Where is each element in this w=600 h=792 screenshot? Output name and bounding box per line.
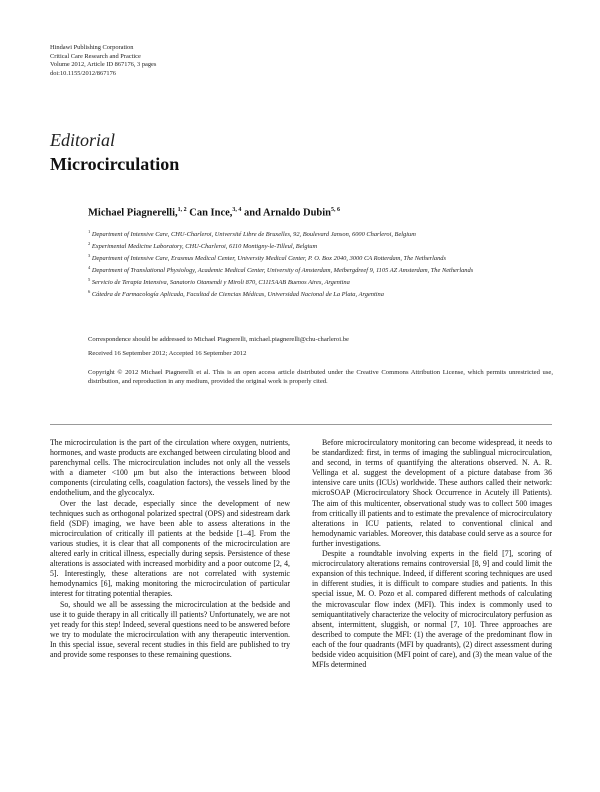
affiliation-number: 3: [88, 253, 91, 259]
affiliation-text: Servicio de Terapia Intensiva, Sanatorio Otamendi y Miroli 870, C1115AAB Buenos Aires, Argentina: [91, 279, 350, 287]
article-type-label: Editorial: [50, 130, 116, 150]
correspondence-note: Correspondence should be addressed to Michael Piagnerelli, michael.piagnerelli@chu-charleroi.be: [88, 336, 349, 343]
affiliation-list: [88, 228, 558, 300]
affiliation-number: 4: [88, 265, 91, 271]
body-column-left: [50, 438, 290, 660]
body-paragraph: Despite a roundtable involving experts in the field [7], scoring of microcirculatory alterations remains controversial [8, 9] and could limit the expansion of this technique. Indeed, if different scoring techniques are used in different studies, it is difficult to compare studies and patients. In this special issue, M. O. Pozo et al. compared different methods of calculating the microvascular flow index (MFI). This index is commonly used to semiquantitatively characterize the velocity of microcirculatory perfusion as absent, intermittent, sluggish, or normal [7, 10]. Three approaches are described to compute the MFI: (1) the average of the predominant flow in each of the four quadrants (MFI by quadrants), (2) direct assessment during bedside video acquisition (MFI point of care), and (3) the mean value of the MFIs determined: [312, 549, 552, 670]
author-name[interactable]: and Arnaldo Dubin: [241, 207, 332, 219]
author-name[interactable]: Can Ince,: [186, 207, 233, 219]
body-paragraph: Over the last decade, especially since the development of new techniques such as orthogonal polarized spectral (OPS) and sidestream dark field (SDF) imaging, we have been able to assess alterations in the microcirculation of critically ill patients at the bedside [1–4]. From the various studies, it is clear that all components of the microcirculation are altered early in critical illness, especially during sepsis. Persistence of these alterations is associated with increased morbidity and a poor outcome [2, 4, 5]. Interestingly, these alterations are not correlated with systemic hemodynamics [6], making monitoring the microcirculation of particular interest for titrating potential therapies.: [50, 498, 290, 599]
affiliation-item: [88, 288, 558, 300]
affiliation-number: 5: [88, 277, 91, 283]
affiliation-text: Department of Translational Physiology, Academic Medical Center, University of Amsterdam, Meibergdreef 9, 1105 AZ Amsterdam, The Netherlands: [91, 267, 474, 275]
author-affiliation-marker: 3, 4: [232, 207, 242, 213]
affiliation-number: 2: [88, 241, 91, 247]
volume-info: Volume 2012, Article ID 867176, 3 pages: [50, 61, 157, 69]
body-paragraph: So, should we all be assessing the microcirculation at the bedside and use it to guide therapy in all critically ill patients? Unfortunately, we are not yet ready for this step! Indeed, several questions need to be answered before we try to modulate the microcirculation with any therapeutic intervention. In this special issue, several recent studies in this field are published to try and provide some responses to these remaining questions.: [50, 599, 290, 659]
affiliation-number: 1: [88, 229, 91, 234]
affiliation-item: [88, 264, 558, 276]
section-divider: [50, 424, 552, 425]
affiliation-text: Cátedra de Farmacología Aplicada, Facultad de Ciencias Médicas, Universidad Nacional de La Plata, Argentina: [91, 291, 384, 299]
author-affiliation-marker: 1, 2: [177, 207, 187, 213]
journal-header: [50, 44, 156, 78]
author-affiliation-marker: 5, 6: [331, 207, 341, 213]
affiliation-text: Experimental Medicine Laboratory, CHU-Charleroi, 6110 Montigny-le-Tilleul, Belgium: [91, 243, 318, 251]
affiliation-item: [88, 276, 558, 288]
affiliation-number: 6: [88, 289, 91, 295]
affiliation-text: Department of Intensive Care, Erasmus Medical Center, University Medical Center, P. O. Box 2040, 3000 CA Rotterdam, The Netherlands: [91, 255, 446, 263]
affiliation-item: [88, 240, 558, 252]
body-column-right: [312, 438, 552, 670]
author-name[interactable]: Michael Piagnerelli,: [88, 207, 178, 219]
affiliation-item: [88, 228, 558, 240]
author-list: [88, 207, 340, 219]
doi[interactable]: doi:10.1155/2012/867176: [50, 69, 116, 77]
article-title: Microcirculation: [50, 154, 180, 174]
body-paragraph: Before microcirculatory monitoring can become widespread, it needs to be standardized: first, in terms of imaging the sublingual microcirculation, and second, in terms of quantifying the alterations observed. N. A. R. Vellinga et al. suggest the development of a picture database from 36 intensive care units (ICUs) worldwide. These authors called their network: microSOAP (Microcirculatory Shock Occurrence in Acutely ill Patients). The aim of this multicenter, observational study was to collect 500 images from critically ill patients and to estimate the prevalence of microcirculatory alterations in ICU patients, related to conventional clinical and hemodynamic variables. Moreover, this database could serve as a source for further investigations.: [312, 438, 552, 548]
copyright-notice: Copyright © 2012 Michael Piagnerelli et al. This is an open access article distributed under the Creative Commons Attribution License, which permits unrestricted use, distribution, and reproduction in any medium, provided the original work is properly cited.: [88, 369, 553, 386]
body-paragraph: The microcirculation is the part of the circulation where oxygen, nutrients, hormones, and waste products are exchanged between circulating blood and parenchymal cells. The microcirculation includes not only all the vessels with a diameter <100 μm but also the interactions between blood components (circulating cells, coagulation factors), the vessels lined by the endothelium, and the glycocalyx.: [50, 438, 290, 498]
affiliation-text: Department of Intensive Care, CHU-Charleroi, Université Libre de Bruxelles, 92, Boulevard Janson, 6000 Charleroi, Belgium: [91, 231, 416, 239]
received-dates: Received 16 September 2012; Accepted 16 September 2012: [88, 350, 247, 357]
affiliation-item: [88, 252, 558, 264]
publisher-name: Hindawi Publishing Corporation: [50, 44, 134, 51]
journal-name: Critical Care Research and Practice: [50, 52, 141, 60]
